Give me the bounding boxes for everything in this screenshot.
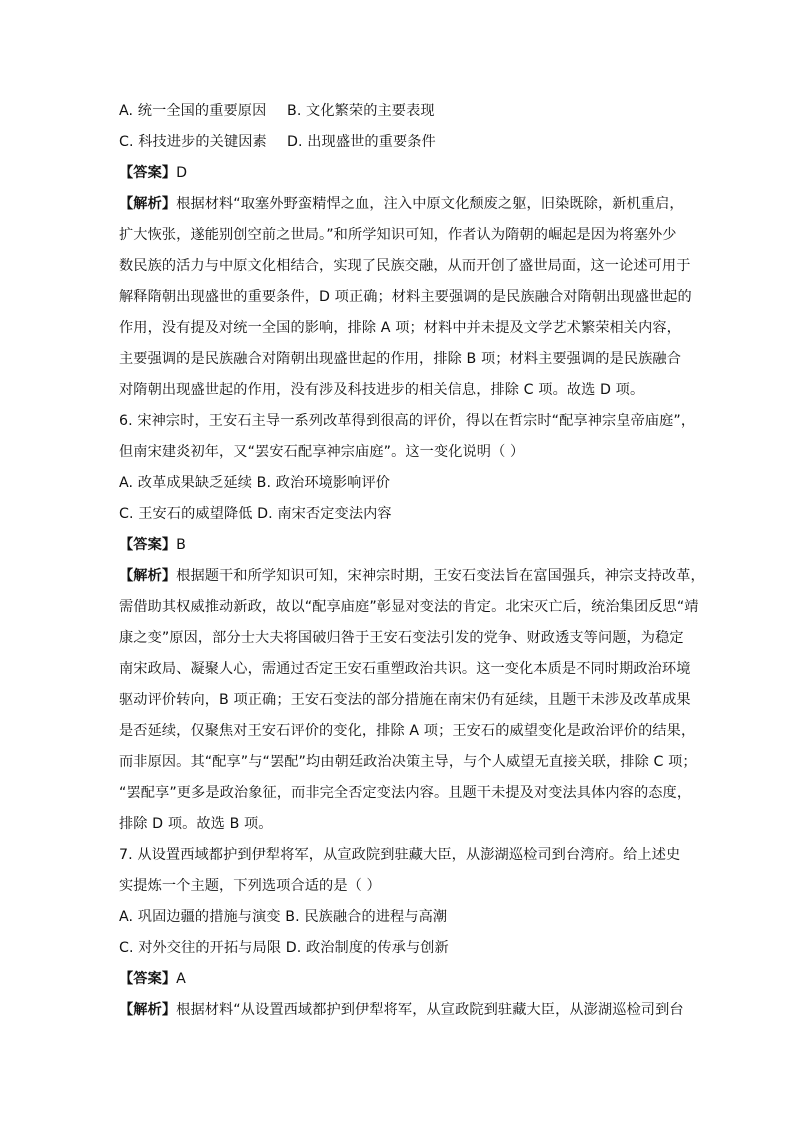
q5-analysis-line: 数民族的活力与中原文化相结合，实现了民族交融，从而开创了盛世局面，这一论述可用于 — [119, 258, 691, 274]
q5-options-row-2 — [119, 132, 436, 152]
q6-stem-line: 但南宋建炎初年，又“罢安石配享神宗庙庭”。这一变化说明（ ） — [119, 444, 525, 460]
q6-analysis-line: 需借助其权威推动新政，故以“配享庙庭”彰显对变法的肯定。北宋灭亡后，统治集团反思“靖 — [119, 599, 699, 615]
q6-analysis-line: 驱动评价转向，B 项正确；王安石变法的部分措施在南宋仍有延续，且题干未涉及改革成果 — [119, 692, 691, 708]
q6-options-row-2: C. 王安石的威望降低 D. 南宋否定变法内容 — [119, 506, 392, 522]
q5-option-c: C. 科技进步的关键因素 — [119, 134, 267, 150]
q6-analysis-line: 是否延续，仅聚焦对王安石评价的变化，排除 A 项；王安石的威望变化是政治评价的结果， — [119, 723, 696, 739]
q5-analysis-line: 作用，没有提及对统一全国的影响，排除 A 项；材料中并未提及文学艺术繁荣相关内容， — [119, 320, 681, 336]
q6-options-row-1: A. 改革成果缺乏延续 B. 政治环境影响评价 — [119, 475, 391, 491]
q5-option-a: A. 统一全国的重要原因 — [119, 103, 267, 119]
answer-value: B — [176, 537, 186, 553]
q7-stem-line: 实提炼一个主题，下列选项合适的是（ ） — [119, 878, 381, 894]
q7-analysis-line — [119, 1000, 684, 1020]
q6-analysis-line: 排除 D 项。故选 B 项。 — [119, 816, 273, 832]
q6-analysis-line — [119, 566, 705, 586]
answer-tag: 【答案】 — [119, 165, 177, 181]
answer-tag: 【答案】 — [119, 971, 177, 987]
q5-analysis-line: 扩大恢张，遂能别创空前之世局。”和所学知识可知，作者认为隋朝的崛起是因为将塞外少 — [119, 227, 677, 243]
q7-stem-line: 7. 从设置西域都护到伊犁将军，从宣政院到驻藏大臣，从澎湖巡检司到台湾府。给上述史 — [119, 847, 681, 863]
q6-analysis-line: “罢配享”更多是政治象征，而非完全否定变法内容。且题干未提及对变法具体内容的态度， — [119, 785, 692, 801]
answer-value: A — [176, 971, 186, 987]
q6-analysis-line: 而非原因。其“配享”与“罢配”均由朝廷政治决策主导，与个人威望无直接关联，排除 C 项； — [119, 754, 697, 770]
q5-answer — [119, 163, 187, 183]
q6-stem-line: 6. 宋神宗时，王安石主导一系列改革得到很高的评价，得以在哲宗时“配享神宗皇帝庙庭”， — [119, 413, 696, 429]
answer-tag: 【答案】 — [119, 537, 177, 553]
analysis-tag: 【解析】 — [119, 568, 177, 584]
q6-answer — [119, 535, 186, 555]
q5-options-row-1 — [119, 101, 435, 121]
q5-analysis-line: 对隋朝出现盛世起的作用，没有涉及科技进步的相关信息，排除 C 项。故选 D 项。 — [119, 382, 645, 398]
analysis-text: 根据材料“从设置西域都护到伊犁将军，从宣政院到驻藏大臣，从澎湖巡检司到台 — [176, 1002, 684, 1018]
analysis-tag: 【解析】 — [119, 196, 177, 212]
q7-options-row-2: C. 对外交往的开拓与局限 D. 政治制度的传承与创新 — [119, 940, 449, 956]
q7-options-row-1: A. 巩固边疆的措施与演变 B. 民族融合的进程与高潮 — [119, 909, 448, 925]
q5-analysis-line: 解释隋朝出现盛世的重要条件，D 项正确；材料主要强调的是民族融合对隋朝出现盛世起的 — [119, 289, 692, 305]
q6-analysis-line: 南宋政局、凝聚人心，需通过否定王安石重塑政治共识。这一变化本质是不同时期政治环境 — [119, 661, 691, 677]
analysis-text: 根据题干和所学知识可知，宋神宗时期，王安石变法旨在富国强兵，神宗支持改革， — [176, 568, 705, 584]
q5-analysis-line — [119, 194, 684, 214]
analysis-tag: 【解析】 — [119, 1002, 177, 1018]
q6-analysis-line: 康之变”原因，部分士大夫将国破归咎于王安石变法引发的党争、财政透支等问题，为稳定 — [119, 630, 684, 646]
q5-option-b: B. 文化繁荣的主要表现 — [287, 103, 435, 119]
q7-answer — [119, 969, 186, 989]
q5-option-d: D. 出现盛世的重要条件 — [287, 134, 436, 150]
analysis-text: 根据材料“取塞外野蛮精悍之血，注入中原文化颓废之躯，旧染既除，新机重启， — [176, 196, 684, 212]
q5-analysis-line: 主要强调的是民族融合对隋朝出现盛世起的作用，排除 B 项；材料主要强调的是民族融合 — [119, 351, 681, 367]
answer-value: D — [176, 165, 188, 181]
